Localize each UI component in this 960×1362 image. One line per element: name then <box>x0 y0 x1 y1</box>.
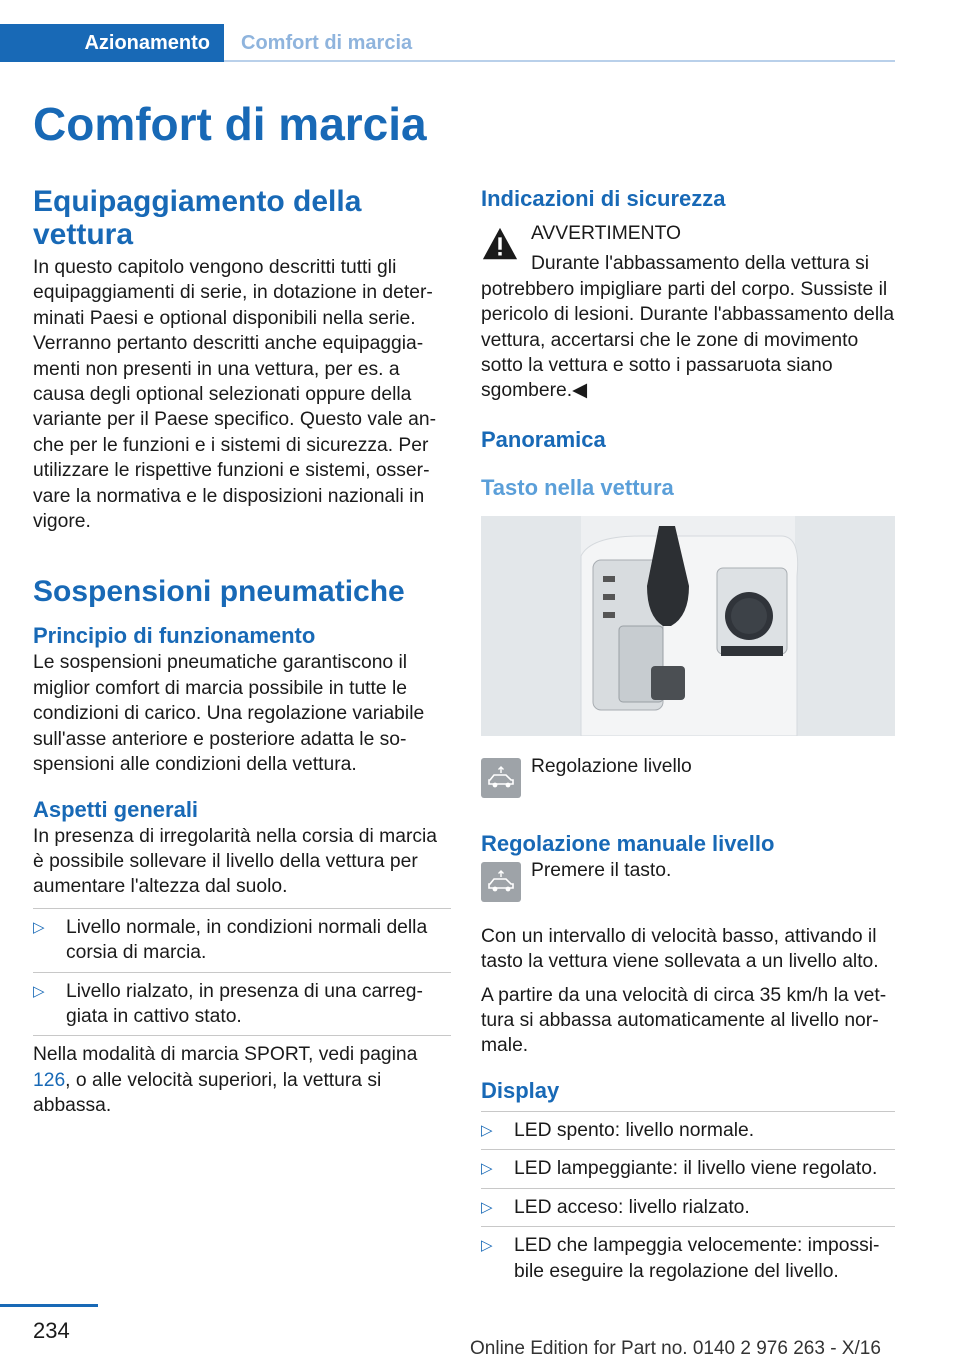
warning-label: AVVERTIMENTO <box>531 223 681 244</box>
sport-text-end: , o alle velocità superiori, la vettura si abbassa. <box>33 1069 382 1117</box>
chapter-title: Comfort di marcia <box>33 98 427 150</box>
general-paragraph: In presenza di irregolarità nella corsia di marcia è possibile sollevare il livello della vettura per aumentare l'altezza dal suolo. <box>33 825 438 898</box>
page-number-bar <box>0 1304 98 1307</box>
right-column <box>481 185 895 1284</box>
warning-block <box>481 221 895 277</box>
press-button-text: Premere il tasto. <box>531 859 672 881</box>
list-item <box>33 979 451 1030</box>
list-item <box>33 915 451 966</box>
list-item <box>481 1156 895 1181</box>
page-number: 234 <box>33 1318 70 1343</box>
car-level-icon <box>481 862 521 902</box>
air-suspension-heading: Sospensioni pneumatiche <box>33 575 405 609</box>
manual-paragraph-1: Con un intervallo di velocità basso, attivando il tasto la vettura viene sollevata a un livello alto. <box>481 925 879 973</box>
list-item-text: LED spento: livello normale. <box>514 1119 755 1141</box>
safety-heading: Indicazioni di sicurezza <box>481 186 726 211</box>
warning-triangle-icon <box>481 225 519 263</box>
bullet-divider <box>481 1188 895 1189</box>
level-button-row <box>481 754 895 798</box>
list-item <box>481 1118 895 1143</box>
level-button-label: Regolazione livello <box>531 755 692 777</box>
equipment-heading: Equipaggiamento della vettura <box>33 185 362 251</box>
footer-edition: Online Edition for Part no. 0140 2 976 263 - X/16 <box>470 1338 881 1359</box>
page-link[interactable]: 126 <box>33 1069 66 1091</box>
bullet-divider <box>481 1111 895 1112</box>
display-heading: Display <box>481 1077 560 1103</box>
manual-level-heading: Regolazione manuale livello <box>481 830 775 856</box>
list-item-text: LED acceso: livello rialzato. <box>514 1196 750 1218</box>
car-level-symbol <box>486 870 516 894</box>
list-item-text: LED che lampeggia velocemente: impossibile eseguire la regolazione del livello. <box>514 1235 880 1282</box>
bullet-divider <box>33 1035 451 1036</box>
bullet-divider <box>33 908 451 909</box>
list-item-text: LED lampeggiante: il livello viene regolato. <box>514 1158 878 1180</box>
header-subsection-tab[interactable]: Comfort di marcia <box>241 32 413 54</box>
button-in-car-heading: Tasto nella vettura <box>481 474 674 500</box>
bullet-triangle-icon: ▷ <box>481 1198 493 1216</box>
header-divider <box>224 60 895 62</box>
principle-paragraph: Le sospensioni pneumatiche garantiscono il miglior comfort di marcia possibile in tutte le condizioni di carico. Una regolazione variabile sull'asse anteriore e posteriore adatta le sospensioni alle condizioni della vettura. <box>33 652 425 776</box>
bullet-divider <box>481 1226 895 1227</box>
bullet-triangle-icon: ▷ <box>481 1160 493 1178</box>
center-console-image <box>481 516 895 736</box>
bullet-triangle-icon: ▷ <box>33 918 45 936</box>
left-column <box>33 185 451 1119</box>
bullet-divider <box>33 972 451 973</box>
center-console-photo <box>481 516 895 736</box>
bullet-triangle-icon: ▷ <box>33 982 45 1000</box>
list-item-text: Livello rialzato, in presenza di una carreggiata in cattivo stato. <box>66 980 423 1027</box>
list-item <box>481 1195 895 1220</box>
car-level-icon <box>481 758 521 798</box>
manual-paragraph-2: A partire da una velocità di circa 35 km/h la vettura si abbassa automaticamente al livello normale. <box>481 984 887 1057</box>
equipment-paragraph: In questo capitolo vengono descritti tutti gli equipaggiamenti di serie, in dotazione in determinati Paesi e optional disponibili nella serie. Verranno pertanto descritti anche equipaggiamenti non presenti in una vettura, per es. a causa degli optional selezionati oppure della variante per il Paese specifico. Questo vale anche per le funzioni e i sistemi di sicurezza. Per utilizzare le rispettive funzioni e sistemi, osservare la normativa e le disposizioni nazionali in vigore. <box>33 257 436 533</box>
press-button-row <box>481 858 895 902</box>
overview-heading: Panoramica <box>481 426 606 452</box>
principle-heading: Principio di funzionamento <box>33 623 316 649</box>
sport-text-start: Nella modalità di marcia SPORT, vedi pagina <box>33 1044 418 1066</box>
list-item <box>481 1233 895 1284</box>
list-item-text: Livello normale, in condizioni normali della corsia di marcia. <box>66 916 428 964</box>
bullet-divider <box>481 1149 895 1150</box>
sport-paragraph <box>33 1042 451 1118</box>
header-section-tab[interactable]: Azionamento <box>0 24 224 62</box>
bullet-triangle-icon: ▷ <box>481 1121 493 1139</box>
car-level-symbol <box>486 766 516 790</box>
warning-first-line: Durante l'abbassamento della vettura si <box>531 253 870 275</box>
bullet-triangle-icon: ▷ <box>481 1237 493 1255</box>
general-heading: Aspetti generali <box>33 796 199 822</box>
warning-paragraph: potrebbero impigliare parti del corpo. Sussiste il pericolo di lesioni. Durante l'abbassamento della vettura, accertarsi che le zone di movimento sotto la vettura e sotto i passaruota siano sgombere.◀ <box>481 278 895 402</box>
